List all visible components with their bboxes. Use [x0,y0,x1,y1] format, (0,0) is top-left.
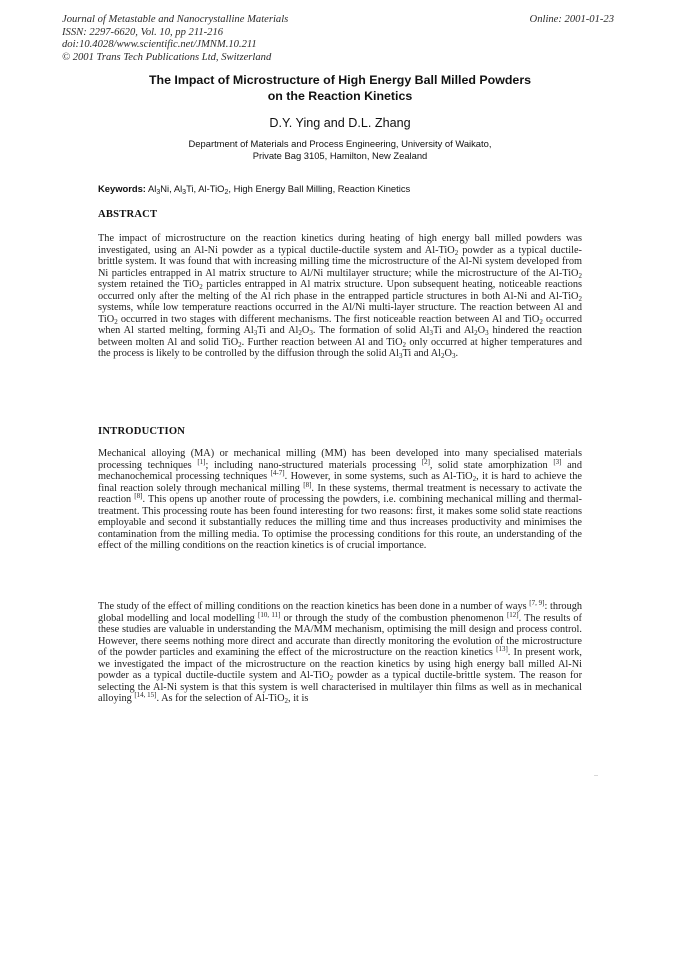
introduction-heading: INTRODUCTION [98,426,186,437]
subscript: 2 [284,697,289,706]
affiliation-line-1: Department of Materials and Process Engineering, University of Waikato, [188,138,492,149]
abstract-text: . The formation of solid Al [312,325,430,337]
intro-text: . This opens up another route of processing the powders, i.e. combining mechanical milling and thermal-treatment. This processing route has been found interesting for two reasons: first, it makes some solid state reactions employable and second it substantially reduces the milling time and thus increases productivity and minimises the contamination from the milling media. To optimise the processing conditions for this route, an understanding of the effect of the milling conditions on the reaction kinetics is of crucial importance. [98,494,582,552]
keywords-label: Keywords: [98,183,146,194]
affiliation-line-2: Private Bag 3105, Hamilton, New Zealand [252,150,428,162]
subscript: 2 [441,352,445,361]
intro-text: . However, in some systems, such as Al-TiO [284,471,473,483]
intro-text: , it is [288,693,309,705]
paper-title-line-2: on the Reaction Kinetics [267,88,413,103]
keyword-text: Ni, Al [160,183,183,194]
journal-issn: ISSN: 2297-6620, Vol. 10, pp 211-216 [62,26,224,38]
intro-text: powder as a typical ductile-brittle system. The reason for selecting the Al-Ni system is that this system is well characterised in multilayer thin films as well as in mechanical alloying [98,670,582,705]
intro-text: . As for the selection of Al-TiO [156,693,285,705]
intro-text: . In these systems, thermal treatment is necessary to activate the reaction [98,482,582,506]
paper-title [60,73,620,104]
abstract-text: system retained the TiO [98,279,200,291]
abstract-text: . [455,348,459,360]
abstract-text: Ti and Al [402,348,441,360]
subscript: 2 [238,340,242,349]
abstract-text: The impact of microstructure on the reaction kinetics during heating of high energy ball milled powders was investigated, using an Al-Ni powder as a typical ductile-ductile system and Al-TiO [98,233,582,256]
abstract-text: . Further reaction between Al and TiO [241,336,403,348]
intro-text: ; including nano-structured materials processing [205,459,422,471]
citation-ref[interactable]: [8] [134,492,143,501]
subscript: 3 [485,329,489,338]
subscript: 2 [114,317,118,326]
citation-ref[interactable]: [13] [496,645,508,654]
keyword-text: , High Energy Ball Milling, Reaction Kinetics [228,183,411,194]
intro-text: The study of the effect of milling conditions on the reaction kinetics has been done in a number of ways [98,601,530,612]
intro-text: and mechanochemical processing techniques [98,459,582,483]
abstract-text: hindered the reaction between molten Al and solid TiO [98,325,582,348]
keyword-subscript: 3 [182,189,187,196]
abstract-text: Ti and Al [257,325,299,337]
abstract-text: occurred in two stages with different mechanisms. The first noticeable reaction between Al and TiO [117,313,540,325]
citation-ref[interactable]: [14, 15] [134,691,157,700]
introduction-paragraph-2 [98,601,582,705]
citation-ref[interactable]: [8] [303,480,312,489]
journal-name: Journal of Metastable and Nanocrystalline Materials [62,14,289,25]
abstract-text: particles entrapped in Al matrix structure. Upon subsequent heating, noticeable reactions occurred only after the melting of the Al rich phase in the entrapped particle structures in both Al-Ni and Al-TiO [98,279,582,302]
introduction-paragraph-1 [98,448,582,552]
intro-text: or through the study of the combustion phenomenon [280,612,507,624]
keywords [98,183,410,194]
intro-text: : through global modelling and local modelling [98,601,583,624]
citation-ref[interactable]: [3] [553,457,562,466]
subscript: 2 [454,248,459,257]
subscript: 2 [539,317,543,326]
journal-doi[interactable]: doi:10.4028/www.scientific.net/JMNM.10.211 [62,39,257,51]
subscript: 2 [472,475,477,484]
journal-header [62,14,288,64]
citation-ref[interactable]: [12] [506,610,519,619]
intro-text: , solid state amorphization [429,459,554,471]
keyword-text: Al [148,183,157,194]
subscript: 3 [253,329,258,338]
abstract-heading: ABSTRACT [98,209,158,220]
citation-ref[interactable]: [1] [197,457,206,466]
abstract-text: occurred when Al started melting, forming Al [98,313,582,337]
intro-text: , it is hard to achieve the final reaction solely through mechanical milling [98,471,582,494]
abstract-text: powder as a typical ductile-brittle system. It was found that with increasing milling time the microstructure of the Al-Ni system developed from Ni particles entrapped in Al matrix structure to Al/Ni multilayer structure; while the microstructure of the Al-TiO [98,244,582,279]
abstract-text: only occurred at higher temperatures and the process is likely to be controlled by the diffusion through the solid Al [98,336,582,360]
citation-ref[interactable]: [2] [421,457,430,466]
subscript: 2 [199,283,203,292]
abstract-text: O [444,348,452,360]
paper-authors: D.Y. Ying and D.L. Zhang [269,116,411,130]
keyword-subscript: 3 [156,189,161,196]
abstract-paragraph [98,233,582,360]
abstract-text: O [477,325,486,337]
subscript: 3 [429,329,434,338]
citation-ref[interactable]: [7, 9] [529,599,545,607]
citation-ref[interactable]: [10, 11] [257,610,281,619]
abstract-text: Ti and Al [433,325,475,337]
author-affiliation [60,138,620,163]
subscript: 2 [578,294,582,303]
subscript: 3 [309,329,313,338]
subscript: 3 [451,352,456,361]
subscript: 2 [329,674,334,683]
abstract-text: O [301,325,310,337]
subscript: 2 [578,271,582,280]
citation-ref[interactable]: [4-7] [270,469,285,478]
subscript: 2 [298,329,302,338]
intro-text: . The results of these studies are valuable in understanding the MA/MM mechanism, optimising the mill design and process control. However, there seems nothing more direct and accurate than directly monitoring the evolution of the microstructure of the powder particles and examining the effect of the microstructure on the reaction kinetics [98,612,582,659]
intro-text: Mechanical alloying (MA) or mechanical milling (MM) has been developed into many specialised materials processing techniques [98,448,582,471]
intro-text: . In present work, we investigated the impact of the microstructure on the reaction kinetics by using high energy ball milled Al-Ni powder as a typical ductile-ductile system and Al-TiO [98,647,582,682]
online-date: Online: 2001-01-23 [529,14,614,25]
abstract-text: systems, while low temperature reactions occurred in the Al/Ni multi-layer structure. The reaction between Al and TiO [98,302,582,325]
subscript: 3 [398,352,403,361]
margin-mark: .. [594,769,598,778]
journal-copyright: © 2001 Trans Tech Publications Ltd, Switzerland [62,51,272,63]
keyword-text: Ti, Al-TiO [186,183,225,194]
keyword-subscript: 2 [224,189,229,196]
paper-title-line-1: The Impact of Microstructure of High Energy Ball Milled Powders [148,73,532,87]
subscript: 2 [402,340,407,349]
subscript: 2 [474,329,478,338]
